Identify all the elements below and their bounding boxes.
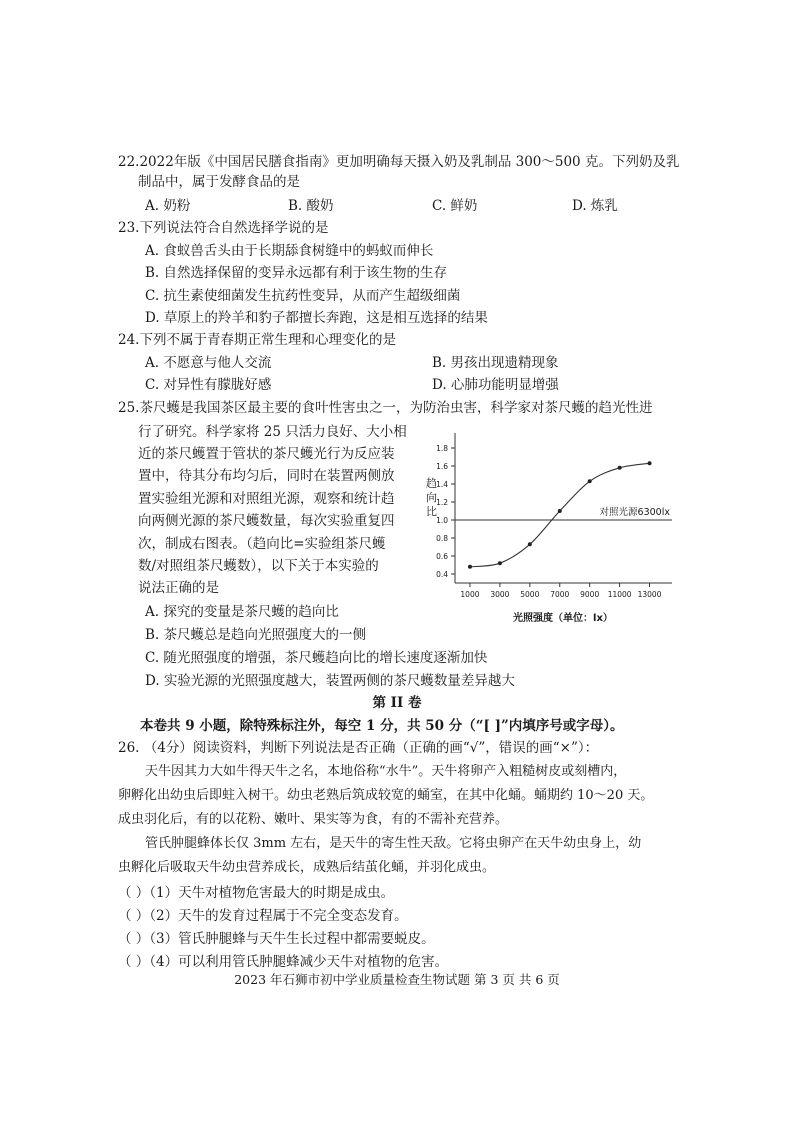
y-tick-label: 1.0 — [436, 516, 448, 525]
q25-option-a: A. 探究的变量是茶尺蠖的趋向比 — [145, 604, 339, 620]
q26-item-4[interactable]: （ ）（4）可以利用管氏肿腿蜂减少天牛对植物的危害。 — [118, 954, 449, 970]
q25-body-line: 向两侧光源的茶尺蠖数量，每次实验重复四 — [138, 513, 395, 529]
q25-stem-line1: 25.茶尺蠖是我国茶区最主要的食叶性害虫之一，为防治虫害，科学家对茶尺蠖的趋光性进 — [118, 400, 653, 416]
q25-option-b: B. 茶尺蠖总是趋向光照强度大的一侧 — [145, 627, 367, 643]
q24-stem: 24.下列不属于青春期正常生理和心理变化的是 — [118, 332, 396, 348]
q26-passage-line: 卵孵化出幼虫后即蛀入树干。幼虫老熟后筑成较宽的蛹室，在其中化蛹。蛹期约 10～20 天。 — [118, 788, 654, 803]
q24-option-c: C. 对异性有朦胧好感 — [145, 377, 272, 393]
data-point — [588, 479, 592, 483]
q22-option-a: A. 奶粉 — [145, 198, 191, 214]
x-tick-label: 3000 — [490, 590, 510, 599]
q23-option-d: D. 草原上的羚羊和豹子都擅长奔跑，这是相互选择的结果 — [145, 310, 488, 326]
q22-stem-line2: 制品中，属于发酵食品的是 — [138, 174, 300, 190]
q26-item-1[interactable]: （ ）（1）天牛对植物危害最大的时期是成虫。 — [118, 885, 395, 901]
q26-item-2[interactable]: （ ）（2）天牛的发育过程属于不完全变态发育。 — [118, 908, 408, 924]
q24-option-a: A. 不愿意与他人交流 — [145, 355, 272, 371]
q24-option-b: B. 男孩出现遗精现象 — [432, 355, 559, 371]
y-tick-label: 1.6 — [436, 462, 448, 471]
q25-body-line: 行了研究。科学家将 25 只活力良好、大小相 — [138, 424, 407, 440]
x-tick-label: 1000 — [460, 590, 480, 599]
q23-stem: 23.下列说法符合自然选择学说的是 — [118, 220, 329, 236]
y-tick-label: 0.6 — [436, 552, 448, 561]
x-tick-label: 9000 — [580, 590, 600, 599]
y-tick-label: 1.2 — [436, 498, 448, 507]
y-tick-label: 1.4 — [436, 480, 448, 489]
data-point — [558, 509, 562, 513]
q26-item-3[interactable]: （ ）（3）管氏肿腿蜂与天牛生长过程中都需要蜕皮。 — [118, 931, 435, 947]
q26-passage-line: 成虫羽化后，有的以花粉、嫩叶、果实等为食，有的不需补充营养。 — [118, 812, 509, 827]
section-title: 第 II 卷 — [372, 695, 422, 711]
q25-body-line: 置实验组光源和对照组光源，观察和统计趋 — [138, 491, 395, 507]
q25-body-line: 数/对照组茶尺蠖数），以下关于本实验的 — [138, 558, 379, 574]
q22-option-c: C. 鲜奶 — [432, 198, 478, 214]
page-footer: 2023 年石狮市初中学业质量检查生物试题 第 3 页 共 6 页 — [234, 972, 560, 987]
x-tick-label: 7000 — [550, 590, 570, 599]
q26-passage-line: 管氏肿腿蜂体长仅 3mm 左右，是天牛的寄生性天敌。它将虫卵产在天牛幼虫身上，幼 — [145, 836, 642, 851]
q25-body-line: 说法正确的是 — [138, 580, 219, 596]
x-axis-label: 光照强度（单位：lx） — [513, 613, 613, 624]
q23-option-c: C. 抗生素使细菌发生抗药性变异，从而产生超级细菌 — [145, 288, 461, 304]
q25-option-d: D. 实验光源的光照强度越大，装置两侧的茶尺蠖数量差异越大 — [145, 673, 515, 689]
q26-passage-line: 虫孵化后吸取天牛幼虫营养成长，成熟后结茧化蛹，并羽化成虫。 — [118, 860, 496, 875]
x-tick-label: 11000 — [607, 590, 632, 599]
q22-option-d: D. 炼乳 — [572, 198, 618, 214]
q22-stem-line1: 22.2022年版《中国居民膳食指南》更加明确每天摄入奶及乳制品 300～500 克。下列奶及乳 — [118, 154, 680, 170]
q25-body-line: 次，制成右图表。（趋向比=实验组茶尺蠖 — [138, 536, 386, 552]
q23-option-b: B. 自然选择保留的变异永远都有利于该生物的生存 — [145, 265, 448, 281]
q25-body-line: 置中，待其分布均匀后，同时在装置两侧放 — [138, 468, 395, 484]
reference-line-label: 对照光源6300lx — [599, 507, 670, 518]
phototaxis-chart — [400, 425, 690, 625]
q24-option-d: D. 心肺功能明显增强 — [432, 377, 559, 393]
x-tick-label: 13000 — [637, 590, 662, 599]
y-tick-label: 0.8 — [436, 534, 448, 543]
x-tick-label: 5000 — [520, 590, 540, 599]
data-point — [498, 561, 502, 565]
q25-option-c: C. 随光照强度的增强，茶尺蠖趋向比的增长速度逐渐加快 — [145, 650, 488, 666]
q23-option-a: A. 食蚁兽舌头由于长期舔食树缝中的蚂蚁而伸长 — [145, 243, 434, 259]
y-tick-label: 0.4 — [436, 570, 448, 579]
data-point — [648, 461, 652, 465]
q26-stem: 26. （4分）阅读资料，判断下列说法是否正确（正确的画“√”，错误的画“×”）： — [118, 740, 599, 756]
data-point — [618, 466, 622, 470]
data-point — [528, 542, 532, 546]
y-tick-label: 1.8 — [436, 444, 448, 453]
q22-option-b: B. 酸奶 — [288, 198, 334, 214]
section-instructions: 本卷共 9 小题，除特殊标注外，每空 1 分，共 50 分（“[ ]”内填序号或字母）。 — [140, 718, 624, 734]
data-point — [468, 565, 472, 569]
q26-passage-line: 天牛因其力大如牛得天牛之名，本地俗称“水牛”。天牛将卵产入粗糙树皮或刻槽内， — [145, 764, 627, 779]
y-axis-label: 趋向比 — [426, 477, 437, 518]
q25-body-line: 近的茶尺蠖置于管状的茶尺蠖光行为反应装 — [138, 446, 395, 462]
